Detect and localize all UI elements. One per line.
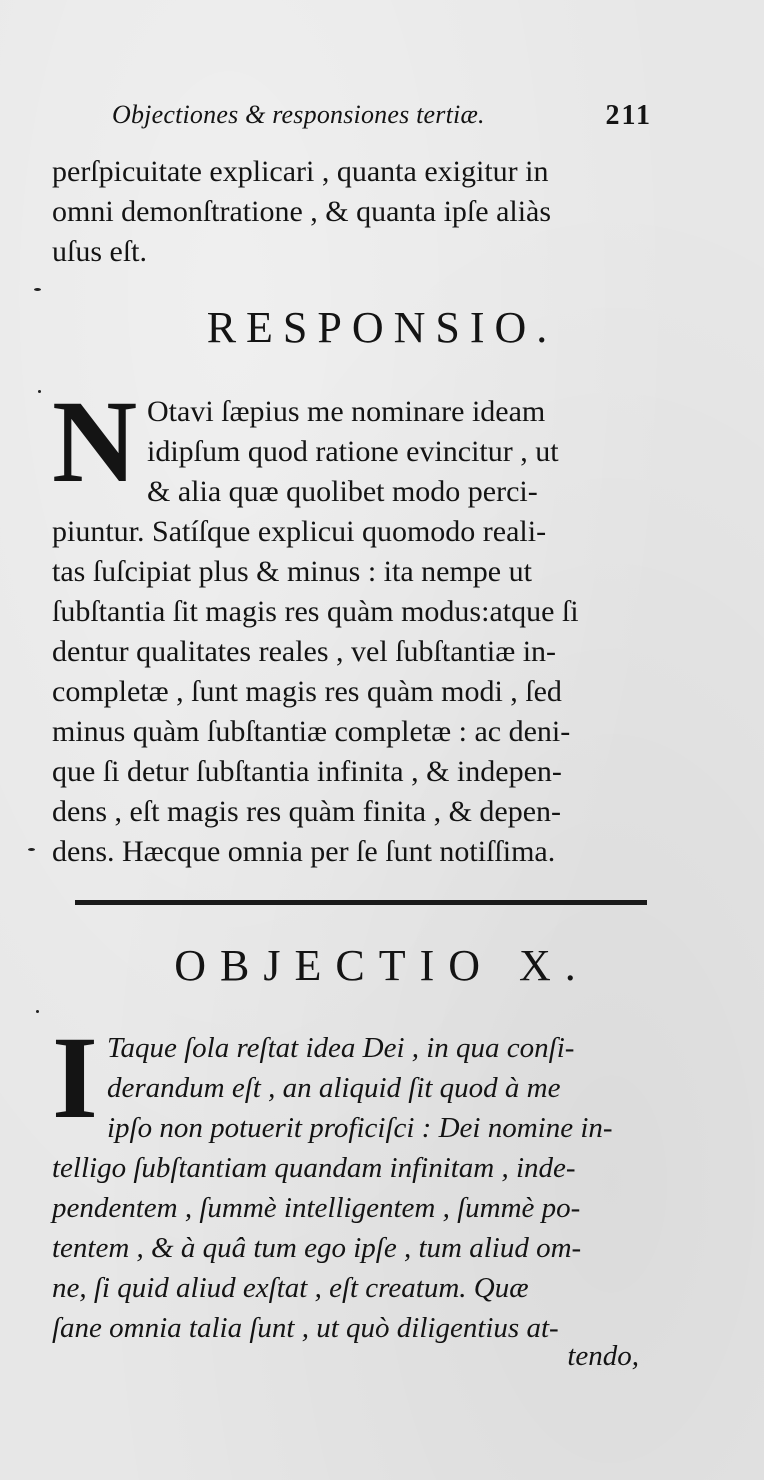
text-line: ipſo non potuerit proficiſci : Dei nomine in- bbox=[107, 1112, 613, 1144]
ink-speck bbox=[36, 1010, 39, 1013]
text-line: piuntur. Satíſque explicui quomodo reali- bbox=[52, 515, 547, 548]
ink-speck bbox=[28, 848, 35, 851]
text-line: ſubſtantia ſit magis res quàm modus:atque ſi bbox=[52, 595, 579, 628]
text-line: dens , eſt magis res quàm finita , & depen- bbox=[52, 795, 562, 828]
objectio-paragraph bbox=[52, 1012, 652, 1358]
text-line: pendentem , ſummè intelligentem , ſummè po- bbox=[52, 1192, 581, 1224]
intro-paragraph bbox=[52, 152, 652, 272]
text-line: que ſi detur ſubſtantia infinita , & indepen- bbox=[52, 755, 562, 788]
indented-lines bbox=[147, 392, 652, 512]
indented-lines bbox=[107, 1028, 652, 1148]
page-header bbox=[112, 100, 652, 140]
text-line: uſus eſt. bbox=[52, 235, 147, 268]
text-line: tentem , & à quâ tum ego ipſe , tum aliud om- bbox=[52, 1232, 582, 1264]
page-number: 211 bbox=[605, 100, 652, 131]
responsio-paragraph bbox=[52, 376, 652, 868]
text-line: ne, ſi quid aliud exſtat , eſt creatum. Quæ bbox=[52, 1272, 529, 1304]
full-lines bbox=[52, 512, 652, 872]
text-line: minus quàm ſubſtantiæ completæ : ac deni- bbox=[52, 715, 571, 748]
full-lines bbox=[52, 1148, 652, 1348]
text-line: idipſum quod ratione evincitur , ut bbox=[147, 435, 559, 468]
text-line: ſane omnia talia ſunt , ut quò diligentius at- bbox=[52, 1312, 559, 1344]
drop-cap: N bbox=[52, 376, 138, 507]
text-line: tas ſuſcipiat plus & minus : ita nempe ut bbox=[52, 555, 532, 588]
text-line: completæ , ſunt magis res quàm modi , ſed bbox=[52, 675, 562, 708]
text-line: dens. Hæcque omnia per ſe ſunt notiſſima. bbox=[52, 835, 556, 868]
text-line: perſpicuitate explicari , quanta exigitur in bbox=[52, 155, 549, 188]
drop-cap: I bbox=[52, 1012, 98, 1143]
text-line: Otavi ſæpius me nominare ideam bbox=[147, 395, 546, 428]
ink-speck bbox=[34, 288, 41, 291]
catchword: tendo, bbox=[567, 1340, 639, 1372]
section-divider bbox=[75, 900, 647, 905]
text-line: omni demonſtratione , & quanta ipſe aliàs bbox=[52, 195, 552, 228]
text-line: & alia quæ quolibet modo perci- bbox=[147, 475, 538, 508]
text-line: Taque ſola reſtat idea Dei , in qua conſi- bbox=[107, 1032, 575, 1064]
responsio-heading: RESPONSIO. bbox=[206, 303, 558, 352]
text-line: dentur qualitates reales , vel ſubſtantiæ in- bbox=[52, 635, 557, 668]
running-title: Objectiones & responsiones tertiæ. bbox=[112, 100, 485, 129]
ink-speck bbox=[38, 390, 41, 393]
text-line: derandum eſt , an aliquid ſit quod à me bbox=[107, 1072, 561, 1104]
text-line: telligo ſubſtantiam quandam infinitam , inde- bbox=[52, 1152, 576, 1184]
objectio-heading: OBJECTIO X. bbox=[174, 941, 590, 990]
